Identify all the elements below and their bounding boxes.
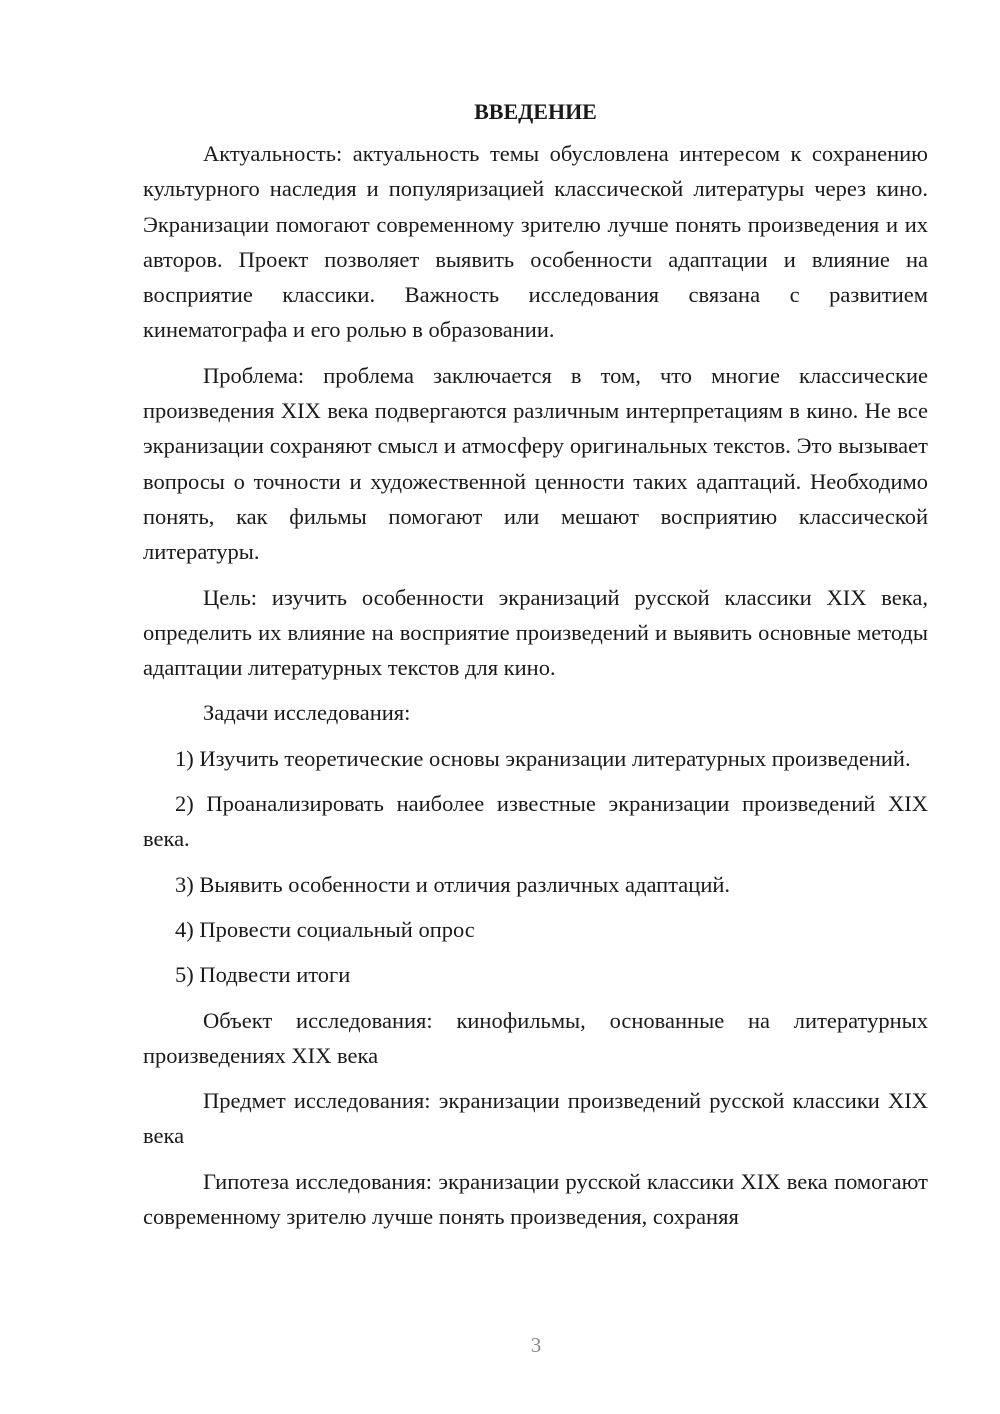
section-title: ВВЕДЕНИЕ: [474, 99, 597, 124]
paragraph-relevance: Актуальность: актуальность темы обусловлена интересом к сохранению культурного наследия и популяризацией классической литературы через кино. Экранизации помогают современному зрителю лучше понять произведения и их авторов. Проект позволяет выявить особенности адаптации и влияние на восприятие классики. Важность исследования связана с развитием кинематографа и его ролью в образовании.: [143, 141, 928, 343]
task-item-3: 3) Выявить особенности и отличия различных адаптаций.: [175, 871, 731, 897]
task-item-2: 2) Проанализировать наиболее известные экранизации произведений XIX века.: [143, 791, 928, 852]
paragraph-subject: Предмет исследования: экранизации произведений русской классики XIX века: [143, 1088, 928, 1149]
task-item-1: 1) Изучить теоретические основы экранизации литературных произведений.: [175, 745, 911, 771]
tasks-heading: Задачи исследования:: [203, 700, 411, 726]
paragraph-hypothesis: Гипотеза исследования: экранизации русской классики XIX века помогают современному зрителю лучше понять произведения, сохраняя: [143, 1168, 928, 1230]
paragraph-goal: Цель: изучить особенности экранизаций русской классики XIX века, определить их влияние на восприятие произведений и выявить основные методы адаптации литературных текстов для кино.: [143, 584, 928, 681]
task-item-4: 4) Провести социальный опрос: [175, 916, 475, 942]
task-item-5: 5) Подвести итоги: [175, 962, 351, 988]
page-number: 3: [530, 1333, 542, 1357]
document-page: [143, 94, 928, 1244]
paragraph-object: Объект исследования: кинофильмы, основанные на литературных произведениях XIX века: [143, 1007, 928, 1068]
paragraph-problem: Проблема: проблема заключается в том, что многие классические произведения XIX века подвергаются различным интерпретациям в кино. Не все экранизации сохраняют смысл и атмосферу оригинальных текстов. Это вызывает вопросы о точности и художественной ценности таких адаптаций. Необходимо понять, как фильмы помогают или мешают восприятию классической литературы.: [143, 362, 928, 565]
